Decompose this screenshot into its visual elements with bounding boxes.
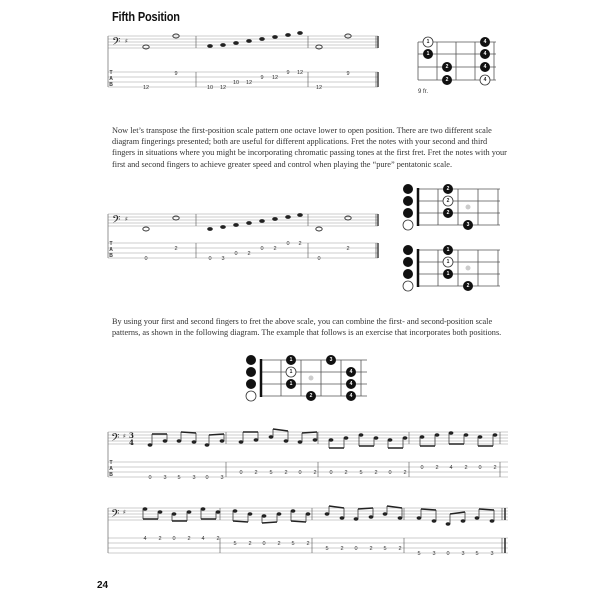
svg-text:1: 1 [289, 357, 293, 363]
svg-text:0: 0 [446, 551, 450, 557]
svg-text:0: 0 [298, 470, 302, 476]
svg-text:0: 0 [286, 241, 290, 247]
svg-text:2: 2 [247, 251, 251, 257]
exercise-system-2 [108, 504, 513, 564]
svg-text:4: 4 [129, 438, 134, 447]
svg-text:0: 0 [205, 475, 209, 481]
svg-text:2: 2 [493, 465, 497, 471]
svg-text:3: 3 [461, 551, 465, 557]
svg-text:5: 5 [417, 551, 421, 557]
svg-text:♯: ♯ [123, 509, 126, 516]
svg-text:2: 2 [446, 198, 450, 204]
svg-text:𝄢: 𝄢 [111, 508, 120, 523]
svg-text:0: 0 [388, 470, 392, 476]
paragraph-open-position: Now let’s transpose the first-position scale pattern one octave lower to open position. There are two different scale diagram fingerings presented; both are useful for different applications. Fret the notes with your second and third fingers in situations where you might be incorporating chromatic passing tones at the first fret. Fret the notes with your first and second fingers to achieve greater speed and control when playing the “pure” pentatonic scale. [112, 126, 507, 169]
svg-text:5: 5 [177, 475, 181, 481]
svg-text:9: 9 [174, 71, 178, 77]
svg-text:0: 0 [478, 465, 482, 471]
svg-text:4: 4 [449, 465, 453, 471]
svg-text:3: 3 [163, 475, 167, 481]
svg-text:9: 9 [286, 70, 290, 76]
svg-text:12: 12 [219, 85, 227, 91]
svg-text:2: 2 [273, 246, 277, 252]
svg-text:0: 0 [172, 536, 176, 542]
svg-text:12: 12 [296, 70, 304, 76]
svg-text:2: 2 [464, 465, 468, 471]
svg-text:♯: ♯ [125, 38, 128, 45]
fretboard-diagram-9fr [418, 37, 498, 87]
svg-text:0: 0 [234, 251, 238, 257]
svg-text:A: A [109, 76, 113, 82]
svg-text:2: 2 [446, 186, 450, 192]
svg-text:2: 2 [344, 470, 348, 476]
svg-text:2: 2 [313, 470, 317, 476]
svg-text:3: 3 [220, 475, 224, 481]
svg-text:2: 2 [284, 470, 288, 476]
svg-text:4: 4 [483, 77, 487, 83]
svg-text:2: 2 [340, 546, 344, 552]
svg-text:2: 2 [158, 536, 162, 542]
fretboard-diagram-combined [245, 355, 370, 405]
svg-text:𝄢: 𝄢 [111, 432, 120, 447]
svg-text:2: 2 [174, 246, 178, 252]
svg-text:B: B [109, 472, 113, 478]
svg-text:4: 4 [349, 369, 353, 375]
svg-text:2: 2 [466, 283, 470, 289]
svg-text:2: 2 [445, 77, 449, 83]
svg-text:2: 2 [374, 470, 378, 476]
svg-text:1: 1 [289, 369, 293, 375]
svg-text:0: 0 [239, 470, 243, 476]
svg-text:10: 10 [232, 80, 240, 86]
svg-text:A: A [109, 247, 113, 253]
svg-text:T: T [109, 460, 113, 466]
svg-text:3: 3 [329, 357, 333, 363]
notation-fifth-position [108, 30, 380, 100]
svg-text:4: 4 [483, 39, 487, 45]
svg-text:2: 2 [445, 64, 449, 70]
svg-text:T: T [109, 241, 113, 247]
svg-text:2: 2 [403, 470, 407, 476]
svg-text:1: 1 [446, 271, 450, 277]
svg-text:2: 2 [435, 465, 439, 471]
svg-text:12: 12 [315, 85, 323, 91]
svg-text:2: 2 [298, 241, 302, 247]
svg-text:2: 2 [346, 246, 350, 252]
fret-position-label: 9 fr. [418, 89, 429, 95]
svg-text:2: 2 [248, 541, 252, 547]
svg-text:4: 4 [201, 536, 205, 542]
exercise-system-1 [108, 428, 513, 488]
svg-text:0: 0 [208, 256, 212, 262]
fretboard-diagram-open-fingering-1-2 [402, 245, 502, 295]
page-number: 24 [97, 580, 109, 591]
svg-text:2: 2 [277, 541, 281, 547]
svg-text:2: 2 [306, 541, 310, 547]
svg-text:5: 5 [359, 470, 363, 476]
svg-text:0: 0 [317, 256, 321, 262]
svg-text:2: 2 [446, 210, 450, 216]
svg-text:1: 1 [289, 381, 293, 387]
svg-text:A: A [109, 466, 113, 472]
svg-text:0: 0 [144, 256, 148, 262]
svg-text:𝄢: 𝄢 [112, 36, 121, 51]
section-heading: Fifth Position [112, 10, 180, 24]
svg-text:5: 5 [233, 541, 237, 547]
svg-text:5: 5 [475, 551, 479, 557]
svg-text:2: 2 [187, 536, 191, 542]
svg-text:5: 5 [383, 546, 387, 552]
svg-text:0: 0 [354, 546, 358, 552]
svg-text:4: 4 [483, 51, 487, 57]
svg-text:3: 3 [466, 222, 470, 228]
svg-text:1: 1 [426, 51, 430, 57]
svg-text:♯: ♯ [123, 433, 126, 440]
svg-text:12: 12 [271, 75, 279, 81]
svg-text:5: 5 [291, 541, 295, 547]
svg-text:9: 9 [346, 71, 350, 77]
svg-text:10: 10 [206, 85, 214, 91]
paragraph-combine-positions: By using your first and second fingers to fret the above scale, you can combine the first- and second-position scale patterns, as shown in the following diagram. The example that follows is an exercise that incorporates both positions. [112, 317, 502, 338]
svg-text:0: 0 [420, 465, 424, 471]
svg-text:9: 9 [260, 75, 264, 81]
svg-text:3: 3 [129, 431, 134, 440]
svg-text:5: 5 [325, 546, 329, 552]
svg-text:2: 2 [309, 393, 313, 399]
svg-text:1: 1 [446, 247, 450, 253]
svg-text:2: 2 [369, 546, 373, 552]
svg-text:3: 3 [490, 551, 494, 557]
svg-text:4: 4 [349, 393, 353, 399]
svg-text:B: B [109, 82, 113, 88]
svg-text:2: 2 [216, 536, 220, 542]
svg-text:3: 3 [192, 475, 196, 481]
svg-text:1: 1 [426, 39, 430, 45]
svg-text:𝄢: 𝄢 [112, 214, 121, 229]
svg-text:4: 4 [349, 381, 353, 387]
svg-text:T: T [109, 70, 113, 76]
svg-text:0: 0 [262, 541, 266, 547]
svg-text:3: 3 [432, 551, 436, 557]
fretboard-diagram-open-fingering-2-3 [402, 184, 502, 234]
svg-text:0: 0 [148, 475, 152, 481]
svg-text:3: 3 [221, 256, 225, 262]
svg-text:4: 4 [483, 64, 487, 70]
svg-text:4: 4 [143, 536, 147, 542]
svg-text:0: 0 [260, 246, 264, 252]
svg-text:2: 2 [254, 470, 258, 476]
svg-text:5: 5 [269, 470, 273, 476]
svg-text:2: 2 [398, 546, 402, 552]
svg-text:♯: ♯ [125, 216, 128, 223]
svg-text:1: 1 [446, 259, 450, 265]
svg-text:0: 0 [329, 470, 333, 476]
svg-text:12: 12 [142, 85, 150, 91]
svg-text:12: 12 [245, 80, 253, 86]
notation-open-position [108, 210, 380, 270]
svg-text:B: B [109, 253, 113, 259]
